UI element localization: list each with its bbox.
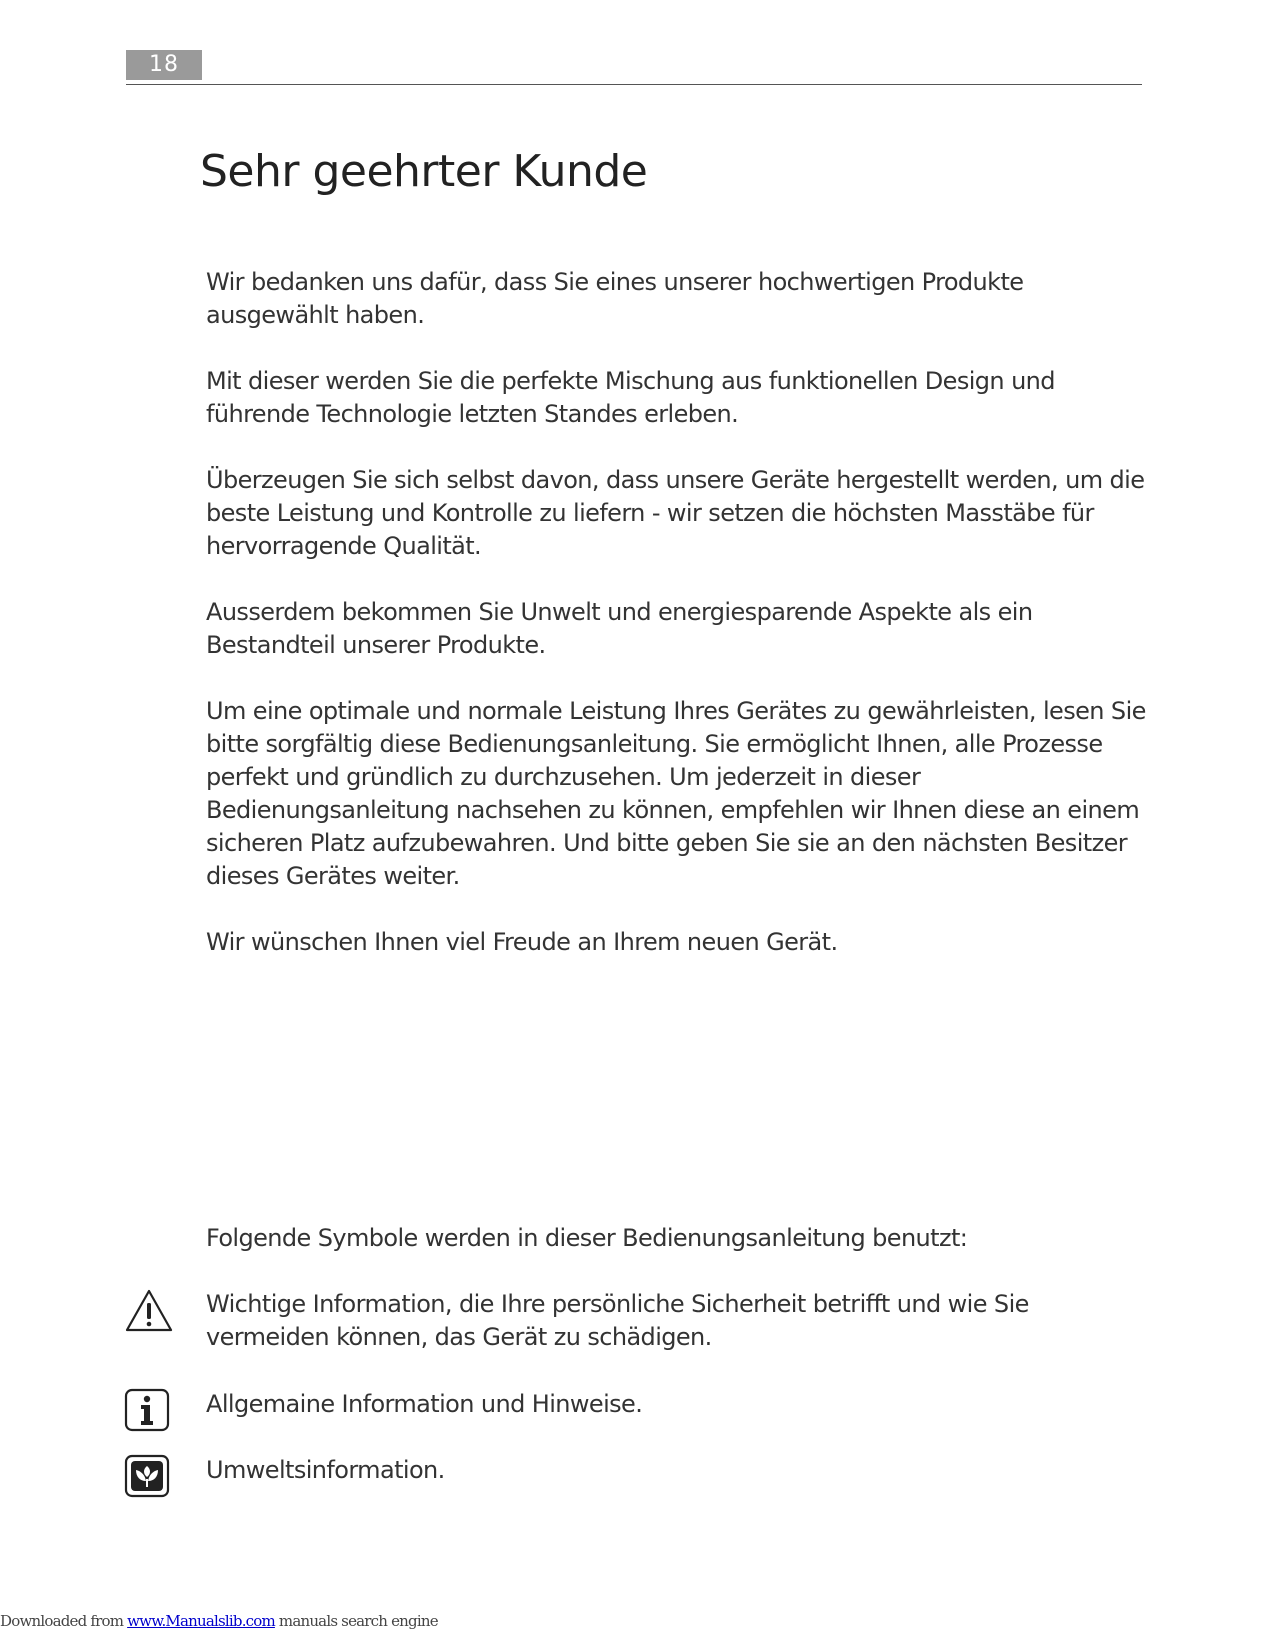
paragraph: Ausserdem bekommen Sie Unwelt und energiesparende Aspekte als ein Bestandteil unserer Produkte. bbox=[206, 598, 1033, 659]
symbol-text: Wichtige Information, die Ihre persönliche Sicherheit betrifft und wie Sie vermeiden können, das Gerät zu schädigen. bbox=[206, 1290, 1029, 1351]
footer-prefix: Downloaded from bbox=[0, 1612, 128, 1630]
page-title: Sehr geehrter Kunde bbox=[200, 146, 648, 197]
paragraph: Wir wünschen Ihnen viel Freude an Ihrem neuen Gerät. bbox=[206, 928, 838, 956]
paragraph: Überzeugen Sie sich selbst davon, dass unsere Geräte hergestellt werden, um die beste Leistung und Kontrolle zu liefern - wir setzen die höchsten Masstäbe für hervorragende Qualität. bbox=[206, 466, 1145, 560]
intro-text bbox=[206, 266, 1156, 992]
info-icon bbox=[124, 1388, 170, 1432]
footer-link[interactable]: www.Manualslib.com bbox=[127, 1612, 275, 1630]
header-rule bbox=[126, 84, 1142, 85]
symbol-text: Allgemaine Information und Hinweise. bbox=[206, 1390, 643, 1418]
paragraph: Mit dieser werden Sie die perfekte Mischung aus funktionellen Design und führende Technologie letzten Standes erleben. bbox=[206, 367, 1055, 428]
footer-suffix: manuals search engine bbox=[274, 1612, 438, 1630]
environment-flower-icon bbox=[124, 1454, 170, 1498]
symbols-intro: Folgende Symbole werden in dieser Bedienungsanleitung benutzt: bbox=[206, 1224, 968, 1252]
warning-triangle-icon bbox=[124, 1288, 174, 1334]
page-number: 18 bbox=[126, 50, 202, 80]
paragraph: Um eine optimale und normale Leistung Ihres Gerätes zu gewährleisten, lesen Sie bitte sorgfältig diese Bedienungsanleitung. Sie ermöglicht Ihnen, alle Prozesse perfekt und gründlich zu durchzusehen. Um jederzeit in dieser Bedienungsanleitung nachsehen zu können, empfehlen wir Ihnen diese an einem sicheren Platz aufzubewahren. Und bitte geben Sie sie an den nächsten Besitzer dieses Gerätes weiter. bbox=[206, 697, 1146, 890]
paragraph: Wir bedanken uns dafür, dass Sie eines unserer hochwertigen Produkte ausgewählt haben. bbox=[206, 268, 1024, 329]
symbol-text: Umweltsinformation. bbox=[206, 1456, 445, 1484]
footer bbox=[0, 1612, 438, 1630]
